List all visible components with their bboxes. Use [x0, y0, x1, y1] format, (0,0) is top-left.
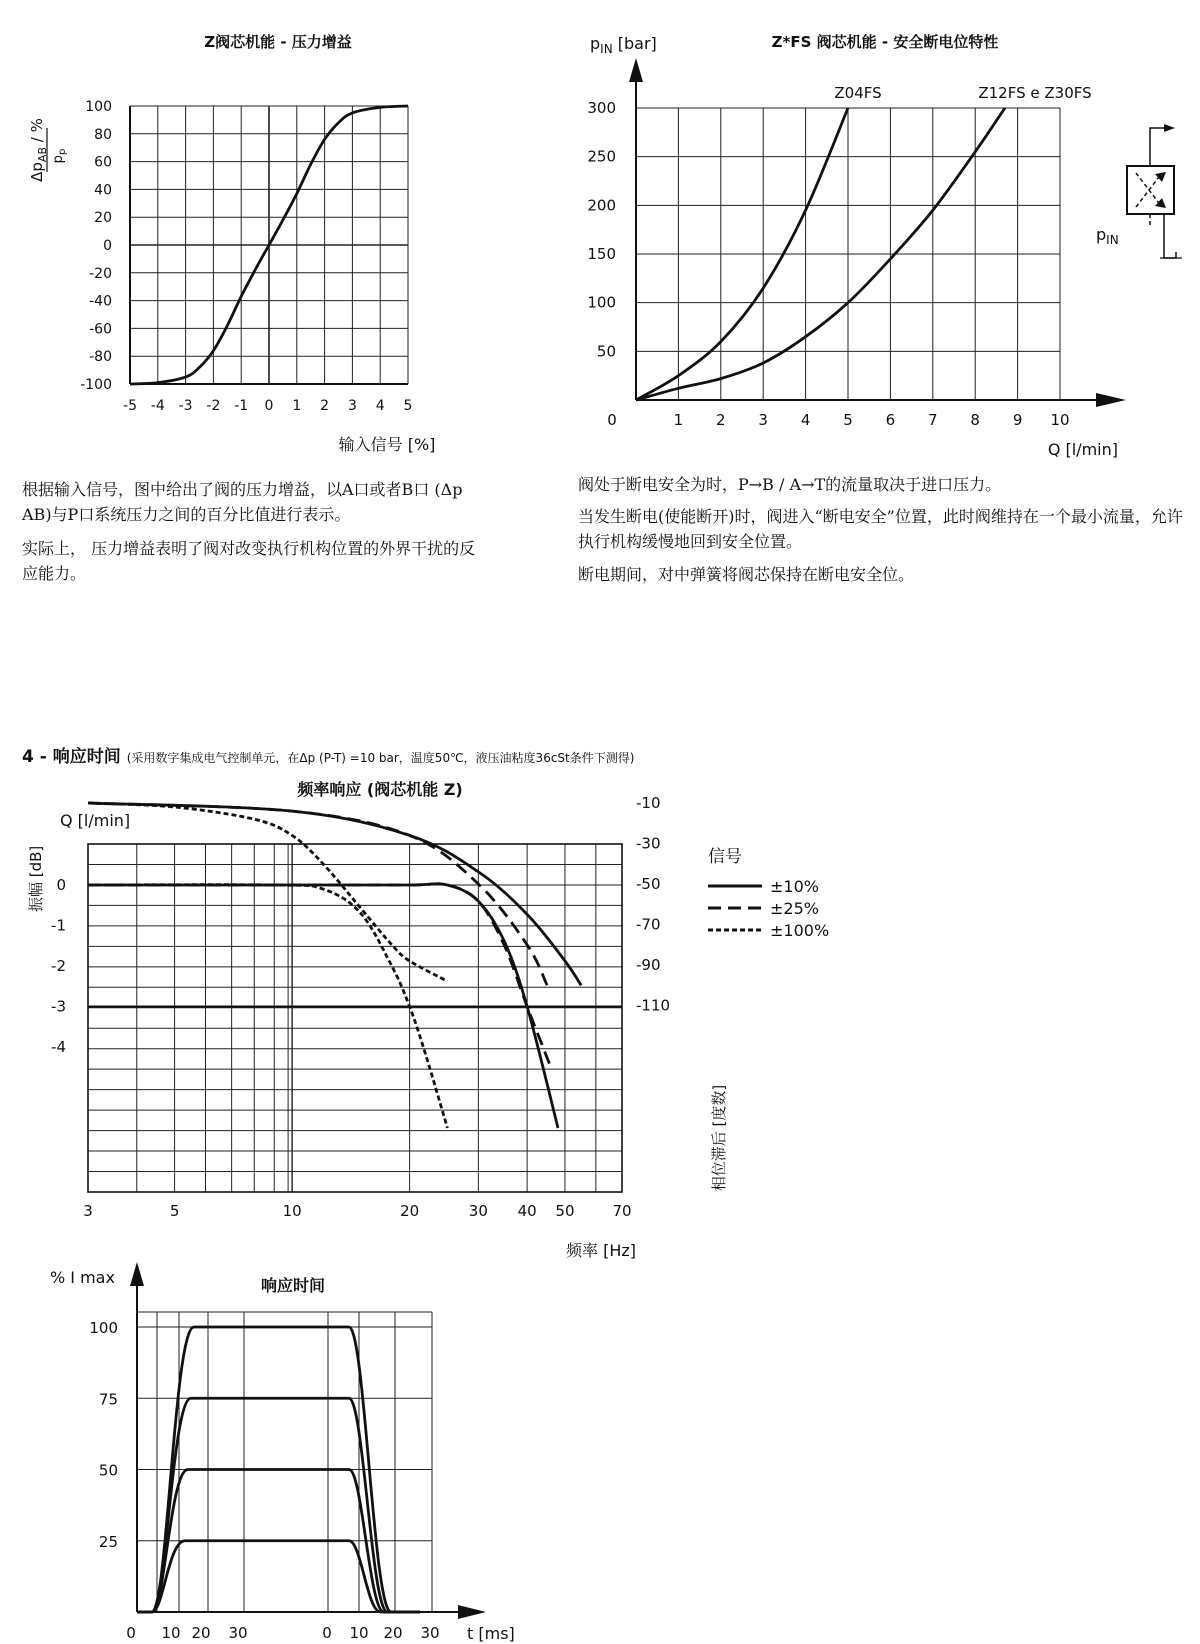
- fs-y-tick: 100: [587, 293, 616, 312]
- gain-y-tick: 0: [103, 238, 112, 254]
- resp-ylabel: % I max: [50, 1268, 115, 1287]
- freq-legend-title: 信号: [708, 847, 742, 867]
- resp-y-tick: 100: [89, 1319, 118, 1337]
- legend-label-100: ±100%: [770, 921, 830, 940]
- freq-q-label: Q [l/min]: [60, 811, 131, 830]
- freq-x-tick: 20: [400, 1202, 420, 1220]
- fs-x-tick: 1: [673, 411, 684, 429]
- gain-y-tick: -80: [89, 349, 112, 366]
- svg-text:ΔpAB / %: $\Delta p_{AB}$ / %: [28, 118, 49, 182]
- freq-right-tick: -90: [636, 956, 661, 974]
- gain-x-tick: 2: [320, 398, 330, 414]
- freq-x-tick: 30: [468, 1202, 488, 1220]
- fs-y-tick: 300: [587, 99, 616, 117]
- gain-y-tick: -60: [89, 321, 112, 338]
- gain-y-tick: 60: [94, 154, 112, 171]
- gain-x-tick: -1: [234, 398, 249, 414]
- freq-right-tick: -50: [636, 875, 661, 893]
- freq-x-tick: 50: [555, 1202, 575, 1220]
- freq-ylabel-right: 相位滞后 [度数]: [710, 1084, 728, 1192]
- gain-x-tick: 0: [264, 398, 274, 414]
- gain-x-tick: 1: [292, 398, 302, 414]
- gain-x-tick: -2: [206, 398, 221, 414]
- gain-y-tick: 40: [94, 182, 112, 199]
- gain-y-tick: 80: [94, 126, 112, 143]
- freq-ylabel-left: 振幅 [dB]: [27, 845, 45, 912]
- fs-x-tick: 10: [1050, 411, 1070, 429]
- svg-text:pp: $p_p$: [51, 148, 68, 164]
- fs-y-tick: 150: [587, 245, 616, 263]
- resp-x-tick: 0: [126, 1624, 136, 1642]
- fs-chart-title: Z*FS 阀芯机能 - 安全断电位特性: [771, 33, 999, 51]
- fs-x-tick: 0: [607, 411, 617, 429]
- fs-x-tick: 5: [843, 411, 853, 429]
- freq-xlabel: 频率 [Hz]: [565, 1241, 636, 1260]
- fs-y-tick: 50: [596, 342, 616, 361]
- freq-left-tick: -2: [51, 957, 66, 975]
- valve-symbol-pin-label: $p_{IN}$: [1096, 225, 1119, 247]
- resp-chart-title: 响应时间: [260, 1276, 326, 1295]
- fs-x-tick: 7: [928, 411, 938, 429]
- gain-x-tick: -5: [123, 398, 137, 414]
- fs-x-tick: 8: [970, 411, 980, 429]
- resp-x-tick: 0: [322, 1624, 332, 1642]
- fs-curve-label-z12fs: Z12FS e Z30FS: [978, 84, 1092, 102]
- fs-chart-xlabel: Q [l/min]: [1047, 440, 1118, 459]
- fs-x-tick: 4: [800, 411, 811, 429]
- fs-x-tick: 2: [716, 411, 726, 429]
- gain-x-tick: -3: [178, 398, 193, 414]
- fs-x-tick: 9: [1012, 411, 1023, 429]
- gain-y-tick: 20: [94, 210, 112, 227]
- fs-curve-label-z04fs: Z04FS: [834, 84, 882, 102]
- legend-label-10: ±10%: [770, 877, 819, 896]
- section-4-note: (采用数字集成电气控制单元，在Δp (P-T) =10 bar，温度50℃，液压油粘度36cSt条件下测得): [126, 751, 635, 765]
- fs-description-3: 断电期间，对中弹簧将阀芯保持在断电安全位。: [578, 565, 915, 584]
- gain-chart-xlabel: 输入信号 [%]: [338, 435, 436, 454]
- resp-x-tick: 10: [161, 1624, 181, 1642]
- resp-y-tick: 50: [98, 1461, 118, 1480]
- gain-y-tick: -20: [89, 265, 112, 282]
- gain-y-tick: -100: [80, 377, 112, 393]
- freq-right-tick: -70: [636, 915, 661, 934]
- resp-x-tick: 10: [349, 1624, 369, 1642]
- freq-right-tick: -30: [636, 834, 661, 853]
- freq-right-tick: -10: [636, 794, 661, 812]
- section-4-title: 4 - 响应时间: [22, 747, 121, 767]
- resp-x-tick: 20: [383, 1624, 403, 1642]
- fs-x-tick: 6: [885, 411, 896, 429]
- gain-description-1: 根据输入信号，图中给出了阀的压力增益，以A口或者B口 (Δp AB)与P口系统压力之间的百分比值进行表示。: [22, 480, 463, 524]
- gain-x-tick: 5: [403, 398, 413, 414]
- gain-x-tick: 3: [347, 398, 357, 414]
- resp-x-arrowhead: [458, 1605, 486, 1619]
- fs-y-tick: 250: [587, 147, 616, 166]
- gain-x-tick: -4: [150, 398, 165, 414]
- freq-chart-title: 频率响应 (阀芯机能 Z): [297, 780, 463, 799]
- gain-y-tick: 100: [85, 99, 112, 115]
- resp-y-tick: 75: [98, 1390, 118, 1409]
- resp-y-arrowhead: [130, 1262, 144, 1286]
- fs-description-2: 当发生断电(使能断开)时，阀进入“断电安全”位置，此时阀维持在一个最小流量，允许执行机构缓慢地回到安全位置。: [578, 507, 1183, 551]
- resp-x-tick: 30: [420, 1624, 440, 1642]
- gain-y-tick: -40: [89, 293, 112, 310]
- freq-left-tick: -3: [51, 997, 66, 1016]
- freq-x-tick: 5: [169, 1202, 180, 1220]
- fs-description-1: 阀处于断电安全为时，P→B / A→T的流量取决于进口压力。: [578, 475, 1002, 494]
- freq-x-tick: 40: [517, 1202, 537, 1220]
- fs-x-tick: 3: [758, 411, 768, 429]
- gain-description-2: 实际上， 压力增益表明了阀对改变执行机构位置的外界干扰的反应能力。: [22, 539, 476, 583]
- resp-y-tick: 25: [98, 1532, 118, 1551]
- gain-x-tick: 4: [375, 398, 385, 414]
- gain-chart-title: Z阀芯机能 - 压力增益: [204, 33, 352, 51]
- resp-xlabel: t [ms]: [467, 1624, 515, 1643]
- freq-right-tick: -110: [636, 996, 671, 1015]
- freq-left-tick: -1: [51, 916, 66, 935]
- fs-chart-ylabel: $p_{IN}$ [bar]: [590, 34, 657, 56]
- freq-x-tick: 70: [612, 1202, 632, 1220]
- legend-label-25: ±25%: [770, 899, 819, 918]
- freq-x-tick: 10: [282, 1202, 302, 1220]
- fs-y-tick: 200: [587, 196, 616, 215]
- freq-left-tick: -4: [51, 1038, 66, 1056]
- freq-left-tick: 0: [56, 876, 66, 894]
- resp-x-tick: 30: [228, 1624, 248, 1642]
- freq-x-tick: 3: [83, 1202, 93, 1220]
- resp-x-tick: 20: [191, 1624, 211, 1642]
